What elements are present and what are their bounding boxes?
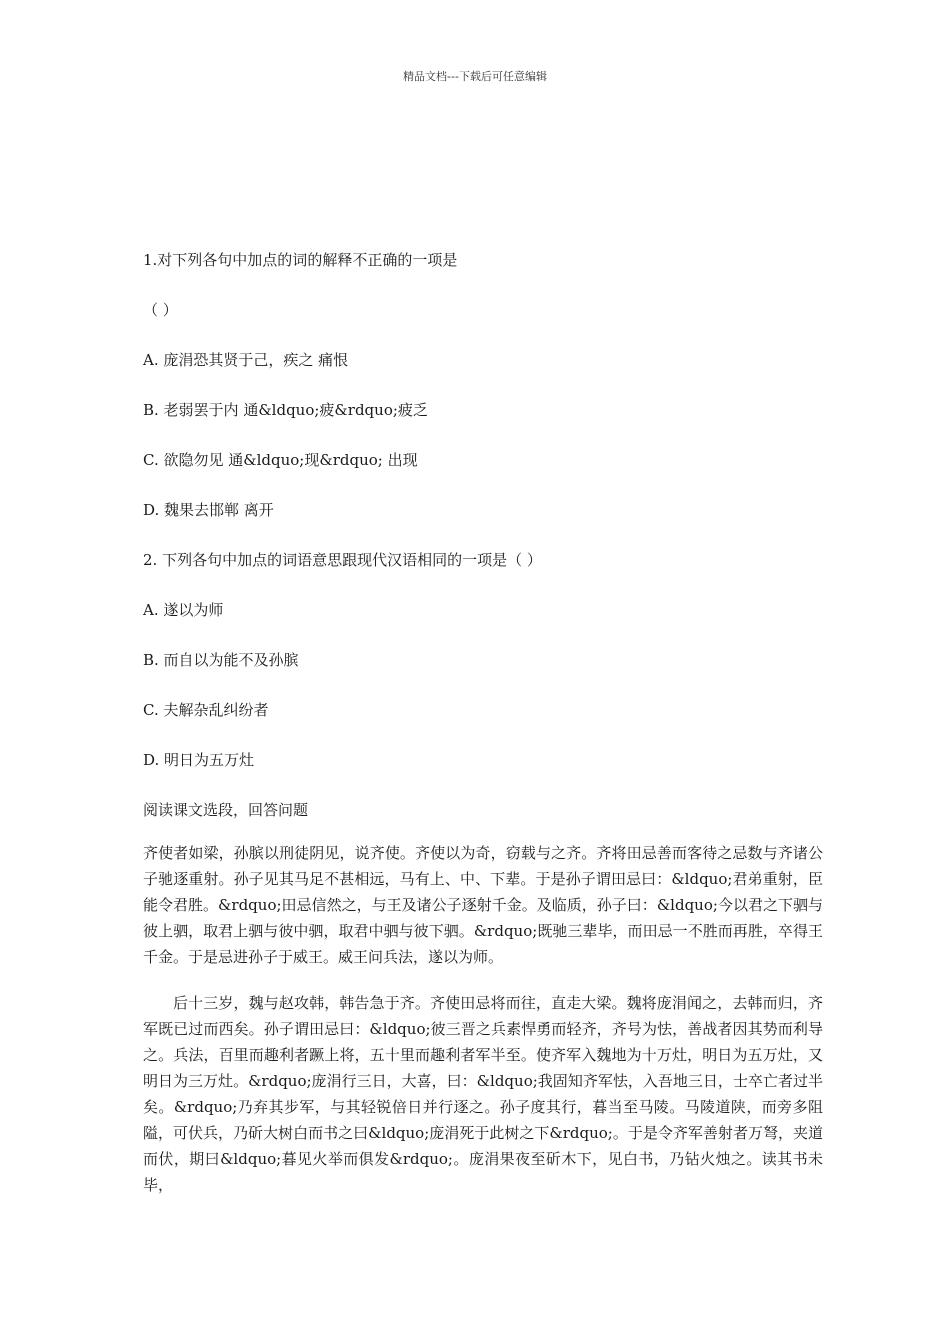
question-1-blank: （ ） [143,301,178,319]
passage-paragraph-2: 后十三岁，魏与赵攻韩，韩告急于齐。齐使田忌将而往，直走大梁。魏将庞涓闻之，去韩而归，齐军既已过而西矣。孙子谓田忌曰：&ldquo;彼三晋之兵素悍勇而轻齐，齐号为怯，善战者因其势而利导之。兵法，百里而趣利者蹶上将，五十里而趣利者军半至。使齐军入魏地为十万灶，明日为五万灶，又明日为三万灶。&rdquo;庞涓行三日，大喜，曰：&ldquo;我固知齐军怯，入吾地三日，士卒亡者过半矣。&rdquo;乃弃其步军，与其轻锐倍日并行逐之。孙子度其行，暮当至马陵。马陵道陕，而旁多阻隘，可伏兵，乃斫大树白而书之曰&ldquo;庞涓死于此树之下&rdquo;。于是令齐军善射者万弩，夹道而伏，期曰&ldquo;暮见火举而俱发&rdquo;。庞涓果夜至斫木下，见白书，乃钻火烛之。读其书未毕， [143,994,823,1194]
question-1-stem: 1.对下列各句中加点的词的解释不正确的一项是 [143,251,458,269]
question-2-stem: 2. 下列各句中加点的词语意思跟现代汉语相同的一项是（ ） [143,551,542,569]
question-2-option-d: D. 明日为五万灶 [143,751,255,769]
question-1-option-b: B. 老弱罢于内 通&ldquo;疲&rdquo;疲乏 [143,401,428,419]
question-1-option-a: A. 庞涓恐其贤于己，疾之 痛恨 [143,351,349,369]
document-body [143,250,823,1212]
page-header: 精品文档---下载后可任意编辑 [403,70,547,83]
question-2-option-c: C. 夫解杂乱纠纷者 [143,701,269,719]
question-1-option-c: C. 欲隐勿见 通&ldquo;现&rdquo; 出现 [143,451,418,469]
reading-instruction: 阅读课文选段，回答问题 [143,801,309,819]
passage-paragraph-1: 齐使者如梁，孙膑以刑徒阴见，说齐使。齐使以为奇，窃载与之齐。齐将田忌善而客待之忌数与齐诸公子驰逐重射。孙子见其马足不甚相远，马有上、中、下辈。于是孙子谓田忌曰：&ldquo;君弟重射，臣能令君胜。&rdquo;田忌信然之，与王及诸公子逐射千金。及临质，孙子曰：&ldquo;今以君之下驷与彼上驷，取君上驷与彼中驷，取君中驷与彼下驷。&rdquo;既驰三辈毕，而田忌一不胜而再胜，卒得王千金。于是忌进孙子于威王。威王问兵法，遂以为师。 [143,844,823,966]
question-2-option-b: B. 而自以为能不及孙膑 [143,651,299,669]
question-1-option-d: D. 魏果去邯郸 离开 [143,501,274,519]
question-2-option-a: A. 遂以为师 [143,601,224,619]
